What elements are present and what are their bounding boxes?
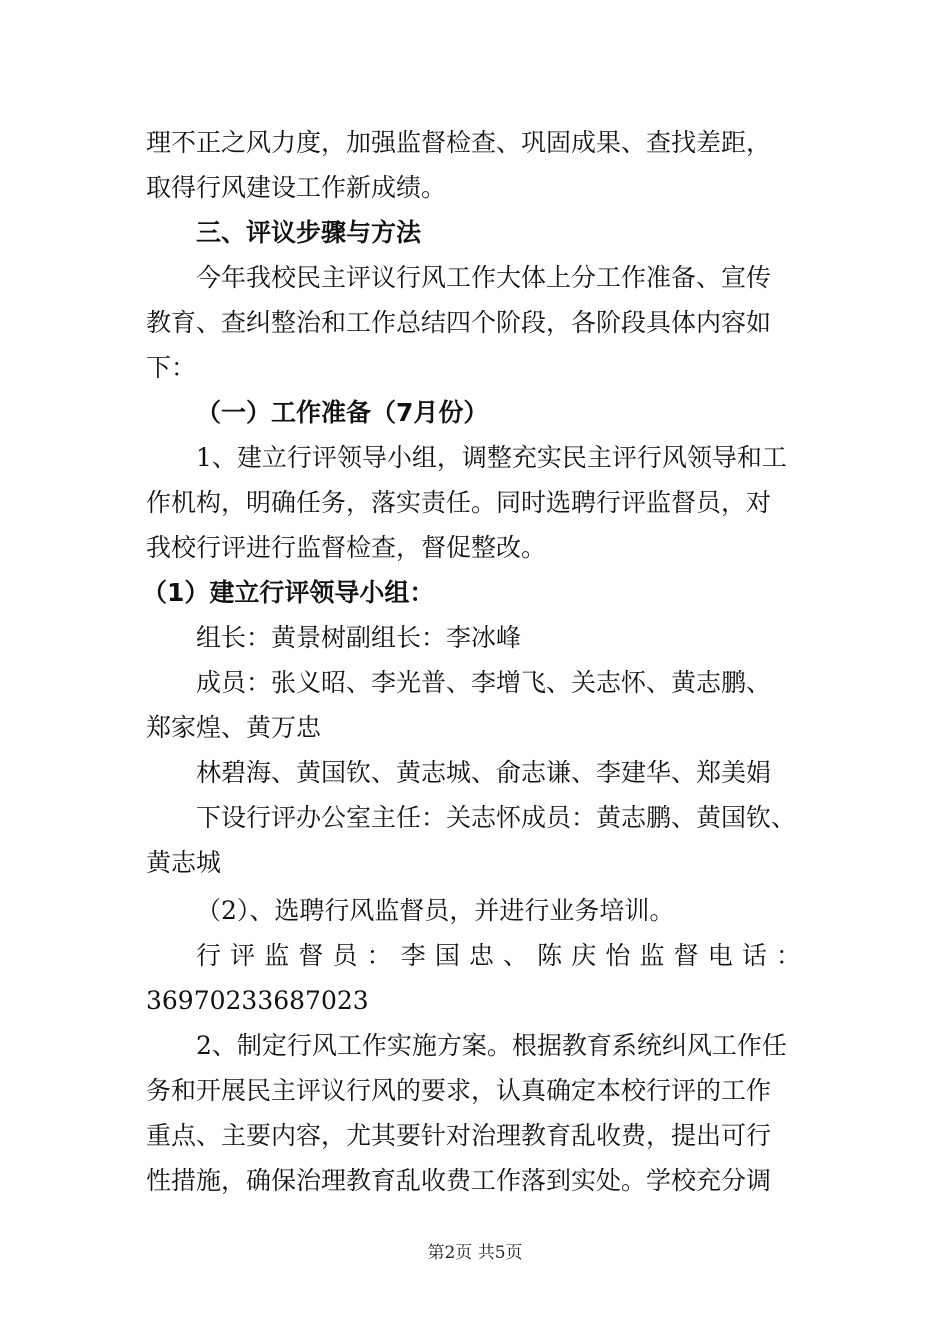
body-text-line: 黄志城 (146, 848, 222, 877)
body-text-line: 取得行风建设工作新成绩。 (146, 173, 447, 202)
body-text-line: 组长：黄景树副组长：李冰峰 (196, 623, 522, 652)
body-text-line: 今年我校民主评议行风工作大体上分工作准备、宣传 (196, 263, 772, 292)
body-text-line: 郑家煌、黄万忠 (146, 713, 322, 742)
body-text-line: 2、制定行风工作实施方案。根据教育系统纠风工作任 (196, 1031, 787, 1060)
body-text-line: 我校行评进行监督检查，督促整改。 (146, 533, 547, 562)
body-text-line: 教育、查纠整治和工作总结四个阶段，各阶段具体内容如 (146, 308, 772, 337)
body-text-line: 行评监督员：李国忠、陈庆怡监督电话： (196, 941, 801, 970)
body-text-line: 下： (146, 353, 197, 382)
section-heading: 三、评议步骤与方法 (196, 218, 422, 247)
body-text-line: 林碧海、黄国钦、黄志城、俞志谦、李建华、郑美娟 (196, 758, 772, 787)
body-text-line: 下设行评办公室主任：关志怀成员：黄志鹏、黄国钦、 (196, 803, 797, 832)
body-text-line: 重点、主要内容，尤其要针对治理教育乱收费，提出可行 (146, 1121, 772, 1150)
body-text-line: 36970233687023 (146, 986, 369, 1015)
body-text-line: 性措施，确保治理教育乱收费工作落到实处。学校充分调 (146, 1166, 772, 1195)
list-heading: （1）建立行评领导小组： (142, 578, 435, 607)
body-text-line: 务和开展民主评议行风的要求，认真确定本校行评的工作 (146, 1076, 772, 1105)
body-text-line: 理不正之风力度，加强监督检查、巩固成果、查找差距， (146, 128, 772, 157)
body-text-line: 1、建立行评领导小组，调整充实民主评行风领导和工 (196, 443, 787, 472)
subsection-heading: （一）工作准备（7月份） (196, 398, 489, 427)
body-text-line: 作机构，明确任务，落实责任。同时选聘行评监督员，对 (146, 488, 772, 517)
page-number-footer: 第2页 共5页 (427, 1243, 523, 1263)
body-text-line: （2）、选聘行风监督员，并进行业务培训。 (196, 896, 675, 925)
body-text-line: 成员：张义昭、李光普、李增飞、关志怀、黄志鹏、 (196, 668, 772, 697)
